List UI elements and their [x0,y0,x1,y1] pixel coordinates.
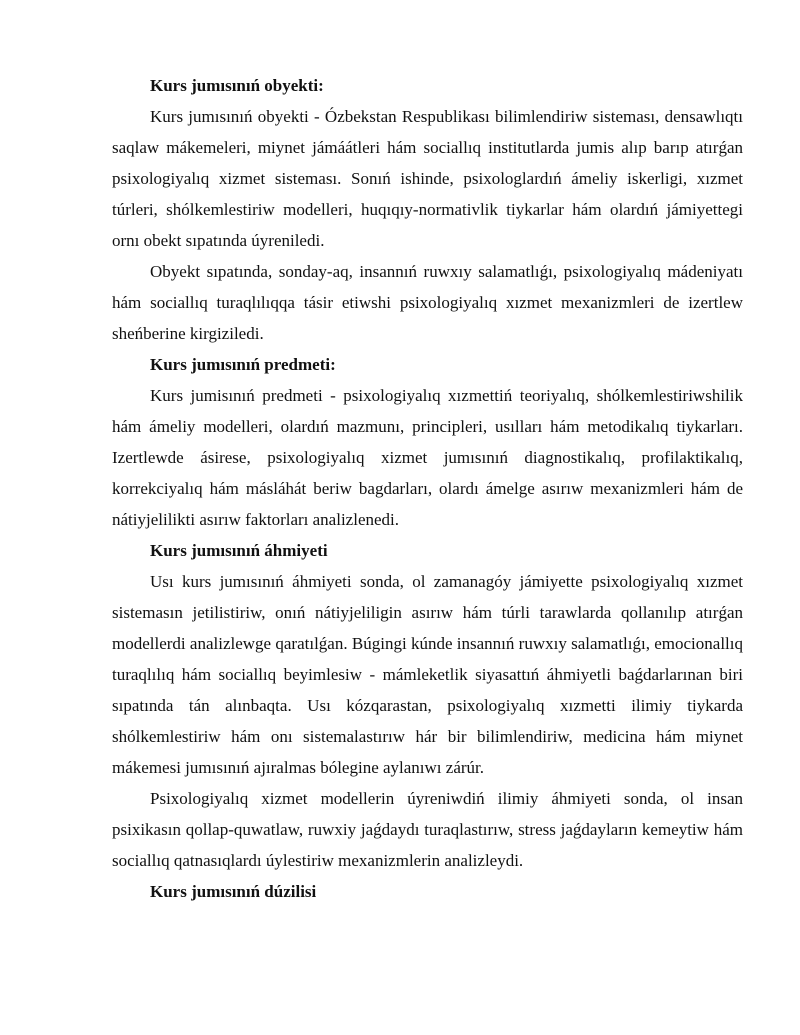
paragraph-importance-1: Usı kurs jumısınıń áhmiyeti sonda, ol zamanagóy jámiyette psixologiyalıq xızmet sistemasın jetilistiriw, onıń nátiyjeliligin asırıw hám túrli tarawlarda qollanılıp atırǵan modellerdi analizlewge qaratılǵan. Búgingi kúnde insannıń ruwxıy salamatlıǵı, emocionallıq turaqlılıq hám sociallıq beyimlesiw - mámleketlik siyasattıń áhmiyetli baǵdarlarınan biri sıpatında tán alınbaqta. Usı kózqarastan, psixologiyalıq xızmetti ilimiy tiykarda shólkemlestiriw hám onı sistemalastırıw hár bir bilimlendiriw, medicina hám miynet mákemesi jumısınıń ajıralmas bólegine aylanıwı zárúr. [112,572,743,777]
paragraph-object-1: Kurs jumısınıń obyekti - Ózbekstan Respublikası bilimlendiriw sisteması, densawlıqtı saqlaw mákemeleri, miynet jámáátleri hám sociallıq institutlarda jumis alıp barıp atırǵan psixologiyalıq xizmet sisteması. Sonıń ishinde, psixologlardıń ámeliy iskerligi, xızmet túrleri, shólkemlestiriw modelleri, huqıqıy-normativlik tiykarlar hám olardıń jámiyettegi ornı obekt sıpatında úyreniledi. [112,107,743,250]
section-heading-object: Kurs jumısınıń obyekti: [150,76,324,95]
paragraph-subject-1: Kurs jumisınıń predmeti - psixologiyalıq xızmettiń teoriyalıq, shólkemlestiriwshilik hám ámeliy modelleri, olardıń mazmunı, principleri, usılları hám metodikalıq tiykarları. Izertlewde ásirese, psixologiyalıq xizmet jumısınıń diagnostikalıq, profilaktikalıq, korrekciyalıq hám másláhát beriw bagdarları, olardı ámelge asırıw mexanizmleri hám de nátiyjelilikti asırıw faktorları analizlenedi. [112,386,743,529]
section-heading-structure: Kurs jumısınıń dúzilisi [150,882,317,901]
paragraph-object-2: Obyekt sıpatında, sonday-aq, insannıń ruwxıy salamatlıǵı, psixologiyalıq mádeniyatı hám sociallıq turaqlılıqqa tásir etiwshi psixologiyalıq xızmet mexanizmleri de izertlew sheńberine kirgiziledi. [112,262,743,343]
paragraph-importance-2: Psixologiyalıq xizmet modellerin úyreniwdiń ilimiy áhmiyeti sonda, ol insan psixikasın qollap-quwatlaw, ruwxiy jaǵdaydı turaqlastırıw, stress jaǵdayların kemeytiw hám sociallıq qatnasıqlardı úylestiriw mexanizmlerin analizleydi. [112,789,743,870]
section-heading-subject: Kurs jumısınıń predmeti: [150,355,336,374]
document-page [112,70,743,907]
section-heading-importance: Kurs jumısınıń áhmiyeti [150,541,328,560]
